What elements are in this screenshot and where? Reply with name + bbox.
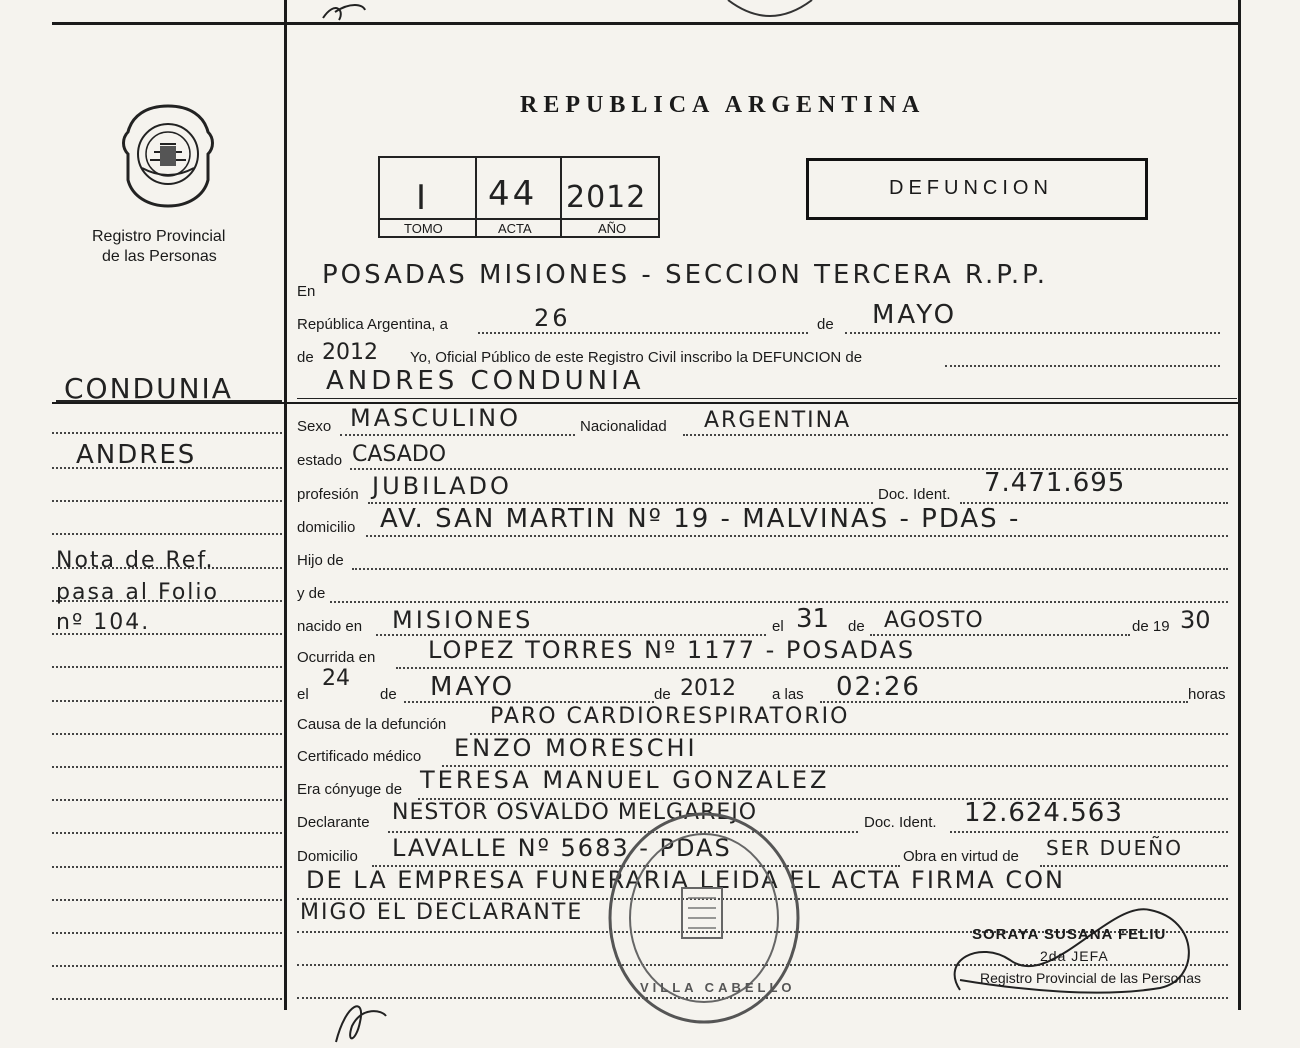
obra-label: Obra en virtud de [903, 848, 1019, 865]
declarante-label: Declarante [297, 814, 370, 831]
signatory-name: SORAYA SUSANA FELIU [972, 926, 1167, 943]
estado-label: estado [297, 452, 343, 469]
nacionalidad-label: Nacionalidad [580, 418, 667, 435]
hijo-label: Hijo de [297, 552, 344, 569]
alas-label: a las [772, 686, 804, 703]
continuation-line2: MIGO EL DECLARANTE [300, 900, 584, 925]
margin-surname: CONDUNIA [64, 372, 233, 405]
month-value: MAYO [872, 300, 958, 330]
margin-note-line1: Nota de Ref. [56, 548, 215, 573]
birth-day-value: 31 [796, 604, 830, 634]
conyuge-label: Era cónyuge de [297, 781, 403, 798]
signatory-office: Registro Provincial de las Personas [980, 970, 1201, 986]
conyuge-value: TERESA MANUEL GONZALEZ [420, 766, 830, 794]
acta-value: 44 [488, 174, 538, 214]
nacido-label: nacido en [297, 618, 363, 635]
tomo-value: I [416, 178, 430, 218]
nacido-value: MISIONES [392, 606, 534, 634]
domicilio2-label: Domicilio [297, 848, 358, 865]
de4-label: de [380, 686, 397, 703]
right-border-line [1238, 0, 1241, 1010]
registry-name-line1: Registro Provincial [92, 228, 226, 245]
yde-label: y de [297, 585, 326, 602]
doc2-label: Doc. Ident. [864, 814, 937, 831]
death-year-value: 2012 [680, 676, 736, 701]
nacionalidad-value: ARGENTINA [704, 408, 852, 433]
domicilio2-value: LAVALLE Nº 5683 - PDAS [392, 834, 732, 862]
province-seal-logo [120, 102, 216, 210]
year-value: 2012 [322, 340, 378, 365]
yo-label: Yo, Oficial Público de este Registro Civil inscribo la DEFUNCION de [410, 349, 863, 366]
ocurrida-label: Ocurrida en [297, 649, 376, 666]
profesion-label: profesión [297, 486, 359, 503]
de2-label: de [297, 349, 314, 366]
de5-label: de [654, 686, 671, 703]
republica-label: República Argentina, a [297, 316, 448, 333]
left-column-divider [284, 0, 287, 1010]
signatory-title: 2da JEFA [1040, 948, 1109, 964]
top-initials-mark [315, 0, 375, 22]
death-month-value: MAYO [430, 672, 516, 702]
continuation-line1: DE LA EMPRESA FUNERARIA LEIDA EL ACTA FIRMA CON [306, 866, 1065, 894]
declarante-value: NESTOR OSVALDO MELGAREJO [392, 800, 758, 825]
stamp-text: VILLA CABELLO [640, 980, 796, 995]
record-type-label: DEFUNCION [889, 177, 1053, 199]
place-value: POSADAS MISIONES - SECCION TERCERA R.P.P. [322, 260, 1049, 290]
profesion-value: JUBILADO [372, 472, 512, 500]
causa-value: PARO CARDIORESPIRATORIO [490, 704, 850, 729]
tomo-label: TOMO [404, 221, 443, 236]
bottom-initials-mark [326, 992, 396, 1048]
de-label: de [817, 316, 834, 333]
certificado-label: Certificado médico [297, 748, 422, 765]
anio-label: AÑO [598, 221, 627, 236]
horas-label: horas [1188, 686, 1226, 703]
doc2-value: 12.624.563 [964, 798, 1123, 828]
margin-given-name: ANDRES [76, 440, 197, 470]
causa-label: Causa de la defunción [297, 716, 447, 733]
top-seal-fragment [720, 0, 820, 22]
page-title: REPUBLICA ARGENTINA [520, 92, 926, 118]
sexo-value: MASCULINO [350, 404, 521, 432]
top-border-line [52, 22, 1240, 25]
el2-label: el [297, 686, 309, 703]
domicilio-label: domicilio [297, 519, 356, 536]
certificado-value: ENZO MORESCHI [454, 734, 698, 762]
registry-name-line2: de las Personas [102, 248, 217, 265]
el-label: el [772, 618, 784, 635]
anio-value: 2012 [566, 180, 647, 215]
margin-note-line3: nº 104. [56, 610, 151, 635]
sexo-label: Sexo [297, 418, 332, 435]
margin-note-line2: pasa al Folio [56, 580, 219, 605]
obra-value: SER DUEÑO [1046, 836, 1183, 860]
doc-value: 7.471.695 [984, 468, 1126, 498]
estado-value: CASADO [352, 442, 447, 467]
official-round-stamp [604, 808, 804, 1028]
domicilio-value: AV. SAN MARTIN Nº 19 - MALVINAS - PDAS - [380, 504, 1021, 534]
acta-label: ACTA [498, 221, 532, 236]
tome-record-box [378, 156, 660, 238]
death-day-value: 24 [322, 666, 350, 691]
de3-label: de [848, 618, 865, 635]
deceased-name-value: ANDRES CONDUNIA [326, 366, 645, 396]
birth-month-value: AGOSTO [884, 608, 984, 633]
birth-year-value: 30 [1180, 606, 1211, 634]
record-type-box [806, 158, 1148, 220]
en-label: En [297, 283, 316, 300]
de19-label: de 19 [1132, 618, 1170, 635]
time-value: 02:26 [836, 672, 921, 702]
doc-label: Doc. Ident. [878, 486, 951, 503]
day-value: 26 [534, 304, 571, 332]
ocurrida-value: LOPEZ TORRES Nº 1177 - POSADAS [428, 636, 916, 664]
